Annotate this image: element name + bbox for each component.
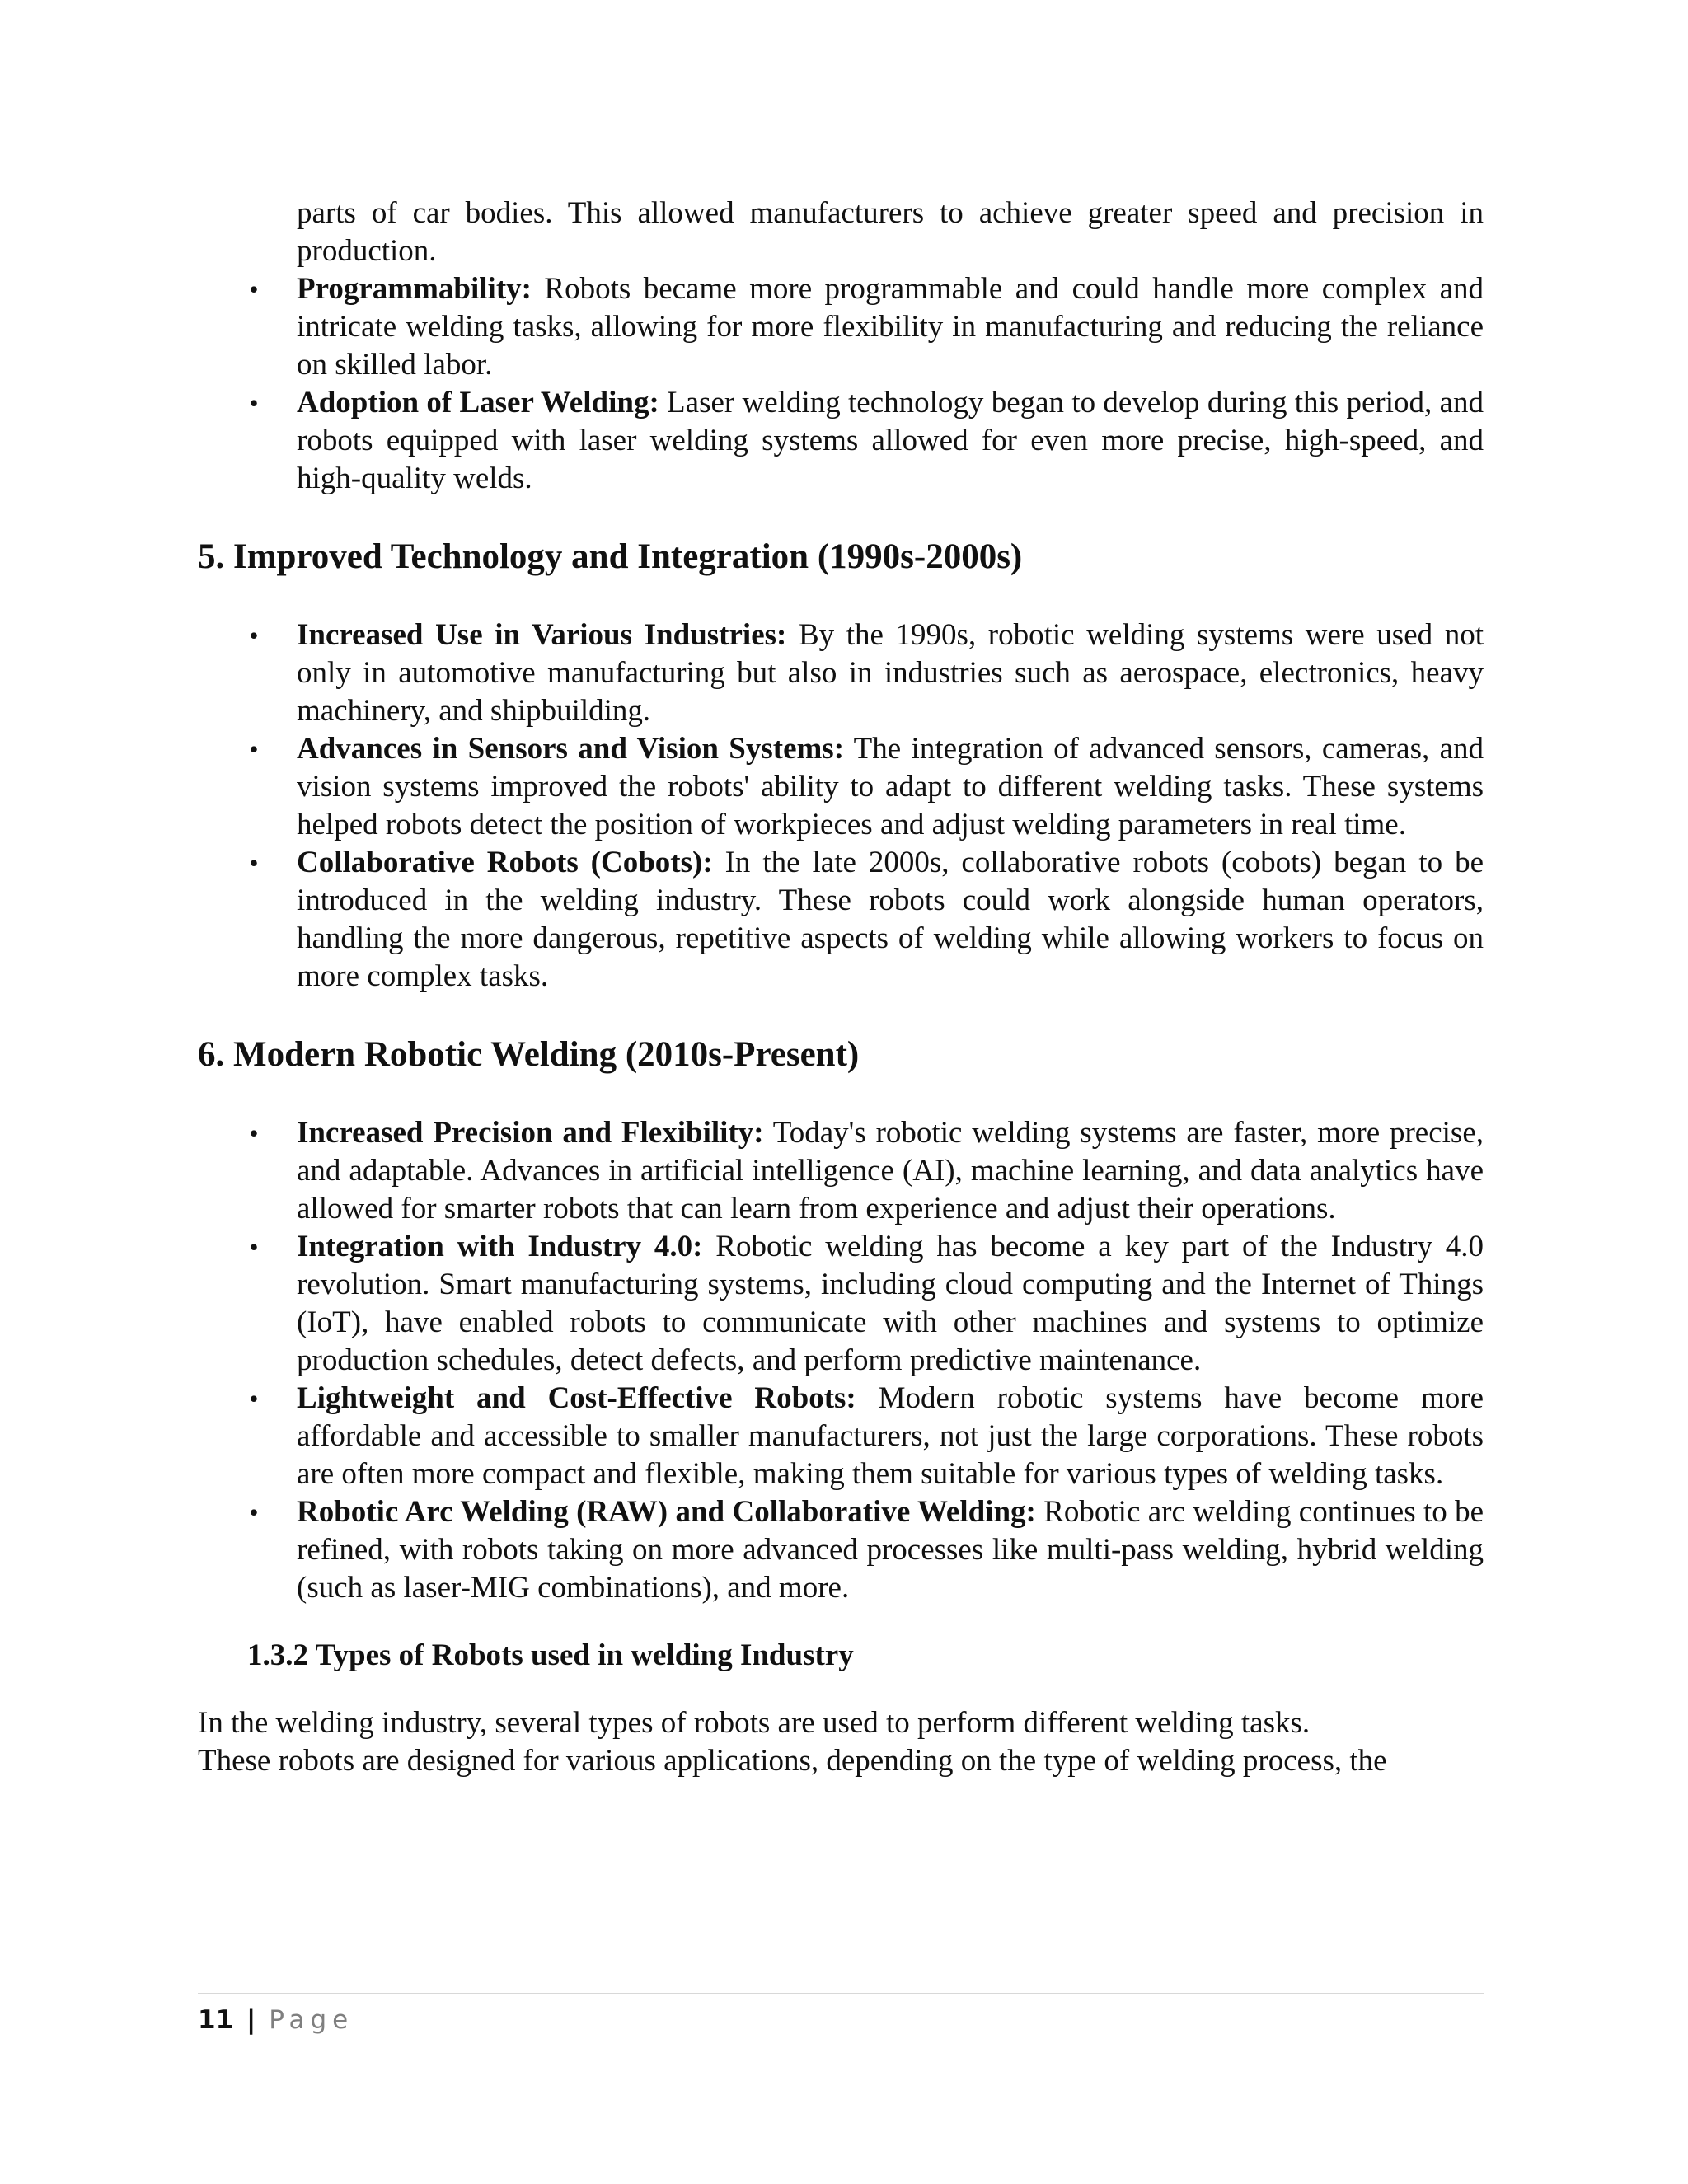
- item-text: Robotic arc welding continues to be refined, with robots taking on more advanced processes like multi-pass welding, hybrid welding (such as laser-MIG combinations), and more.: [297, 1495, 1484, 1605]
- item-label: Advances in Sensors and Vision Systems:: [297, 732, 845, 766]
- paragraph-line: These robots are designed for various applications, depending on the type of welding process, the: [198, 1744, 1387, 1778]
- item-text: Laser welding technology began to develop during this period, and robots equipped with laser welding systems allowed for even more precise, high-speed, and high-quality welds.: [297, 386, 1484, 495]
- item-label: Adoption of Laser Welding:: [297, 386, 659, 419]
- item-label: Increased Precision and Flexibility:: [297, 1116, 764, 1150]
- item-label: Increased Use in Various Industries:: [297, 618, 787, 652]
- paragraph-line: In the welding industry, several types of robots are used to perform different welding tasks.: [198, 1706, 1311, 1740]
- item-label: Robotic Arc Welding (RAW) and Collaborative Welding:: [297, 1495, 1036, 1529]
- item-text: Robotic welding has become a key part of the Industry 4.0 revolution. Smart manufacturing systems, including cloud computing and the Internet of Things (IoT), have enabled robots to communicate with other machines and systems to optimize production schedules, detect defects, and perform predictive maintenance.: [297, 1230, 1484, 1377]
- item-label: Lightweight and Cost-Effective Robots:: [297, 1381, 856, 1415]
- list-item: [198, 270, 1484, 384]
- section5-list: [198, 616, 1484, 996]
- list-item: [198, 1380, 1484, 1493]
- section6-heading: 6. Modern Robotic Welding (2010s-Present): [198, 1035, 860, 1074]
- item-text: Robots became more programmable and could handle more complex and intricate welding tasks, allowing for more flexibility in manufacturing and reducing the reliance on skilled labor.: [297, 272, 1484, 382]
- item-text: Today's robotic welding systems are faster, more precise, and adaptable. Advances in artificial intelligence (AI), machine learning, and data analytics have allowed for smarter robots that can learn from experience and adjust their operations.: [297, 1116, 1484, 1226]
- list-item: [198, 1114, 1484, 1228]
- section5-heading: 5. Improved Technology and Integration (1990s-2000s): [198, 537, 1023, 576]
- bullet-icon: •: [249, 1384, 259, 1413]
- list-item: [198, 1493, 1484, 1607]
- body-paragraph: [198, 1704, 1484, 1780]
- bullet-icon: •: [249, 1232, 259, 1262]
- item-label: Integration with Industry 4.0:: [297, 1230, 703, 1263]
- bullet-icon: •: [249, 1497, 259, 1527]
- page-word: Page: [269, 2005, 354, 2035]
- page-content: [198, 194, 1484, 1780]
- item-text: By the 1990s, robotic welding systems were used not only in automotive manufacturing but also in industries such as aerospace, electronics, heavy machinery, and shipbuilding.: [297, 618, 1484, 728]
- item-text: In the late 2000s, collaborative robots (cobots) began to be introduced in the welding industry. These robots could work alongside human operators, handling the more dangerous, repetitive aspects of welding while allowing workers to focus on more complex tasks.: [297, 846, 1484, 993]
- list-item: [198, 1228, 1484, 1380]
- list-item: [198, 730, 1484, 844]
- continued-text: parts of car bodies. This allowed manufacturers to achieve greater speed and precision in production.: [297, 196, 1484, 268]
- bullet-icon: •: [249, 388, 259, 418]
- bullet-icon: •: [249, 1118, 259, 1148]
- list-item: [198, 844, 1484, 996]
- list-item: [198, 384, 1484, 498]
- list-item: [198, 616, 1484, 730]
- bullet-icon: •: [249, 621, 259, 650]
- list-item-continuation: [198, 194, 1484, 270]
- bullet-icon: •: [249, 848, 259, 878]
- page-number: 11: [198, 2005, 234, 2035]
- item-label: Programmability:: [297, 272, 532, 306]
- item-label: Collaborative Robots (Cobots):: [297, 846, 713, 879]
- subsection-heading: 1.3.2 Types of Robots used in welding Industry: [247, 1638, 854, 1672]
- item-text: Modern robotic systems have become more affordable and accessible to smaller manufacturers, not just the large corporations. These robots are often more compact and flexible, making them suitable for various types of welding tasks.: [297, 1381, 1484, 1491]
- section4-list: [198, 194, 1484, 498]
- page-footer: [198, 1993, 1484, 2038]
- item-text: The integration of advanced sensors, cameras, and vision systems improved the robots' ability to adapt to different welding tasks. These systems helped robots detect the position of workpieces and adjust welding parameters in real time.: [297, 732, 1484, 841]
- section6-list: [198, 1114, 1484, 1607]
- bullet-icon: •: [249, 734, 259, 764]
- bullet-icon: •: [249, 274, 259, 304]
- page-separator: |: [246, 2005, 256, 2035]
